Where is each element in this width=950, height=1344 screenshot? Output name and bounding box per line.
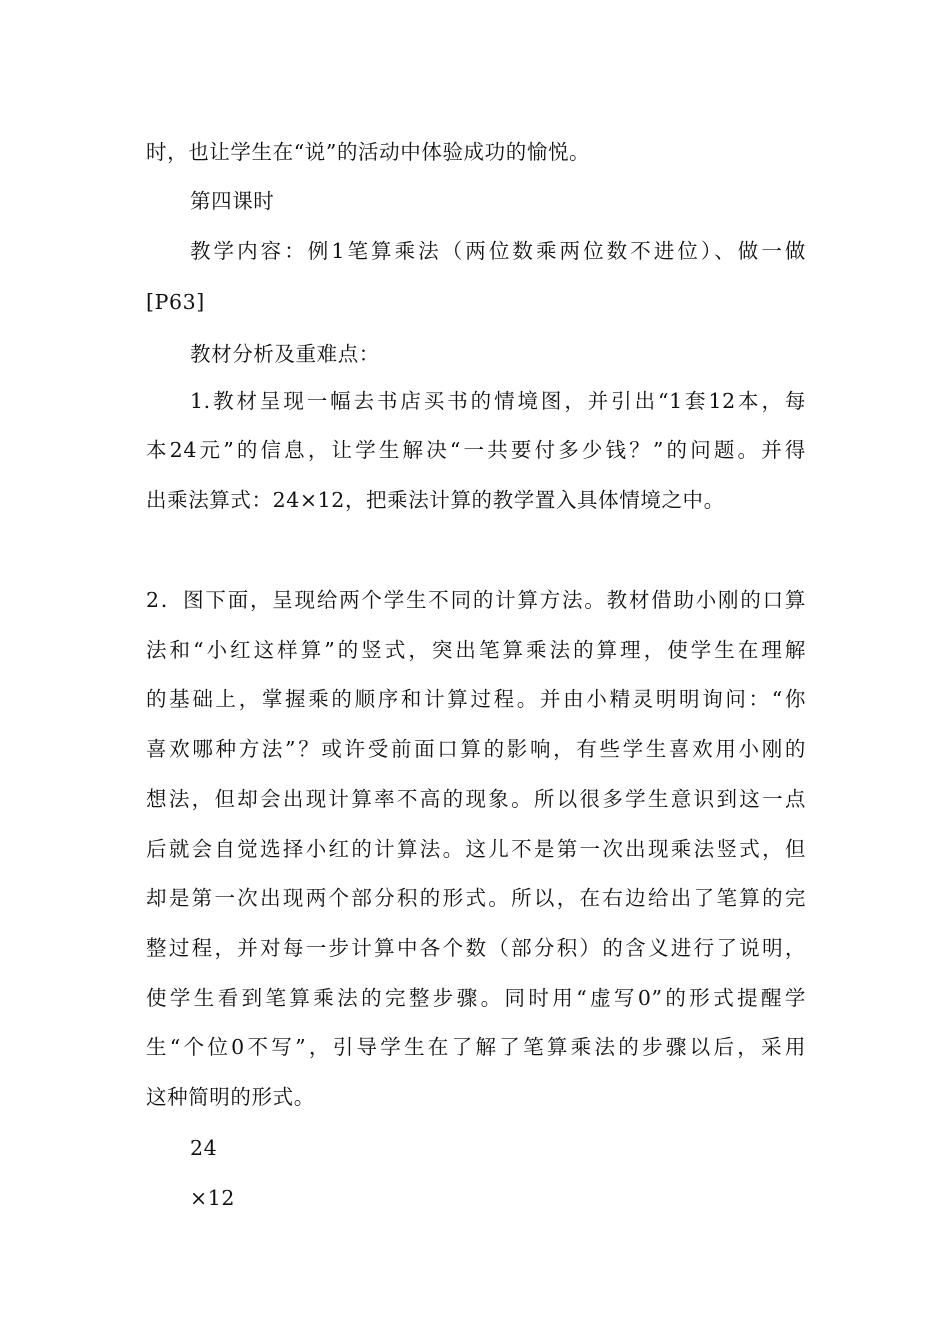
paragraph-2-line-5: 想法，但却会出现计算率不高的现象。所以很多学生意识到这一点 (146, 787, 806, 811)
paragraph-1-line-1: 1.教材呈现一幅去书店买书的情境图，并引出“1套12本，每 (190, 389, 806, 413)
analysis-heading: 教材分析及重难点： (190, 342, 380, 366)
paragraph-1-line-2: 本24元”的信息，让学生解决“一共要付多少钱？”的问题。并得 (146, 438, 806, 462)
paragraph-2-line-6: 后就会自觉选择小红的计算法。这儿不是第一次出现乘法竖式，但 (146, 837, 806, 861)
paragraph-2-line-4: 喜欢哪种方法”？或许受前面口算的影响，有些学生喜欢用小刚的 (146, 737, 806, 761)
paragraph-2-line-10: 生“个位0不写”，引导学生在了解了笔算乘法的步骤以后，采用 (146, 1035, 806, 1059)
text-line-continuation: 时，也让学生在“说”的活动中体验成功的愉悦。 (146, 140, 591, 164)
vertical-multiplication-multiplicand: 24 (190, 1136, 218, 1160)
paragraph-1-line-3: 出乘法算式：24×12，把乘法计算的教学置入具体情境之中。 (146, 488, 725, 512)
paragraph-2-line-2: 法和“小红这样算”的竖式，突出笔算乘法的算理，使学生在理解 (146, 638, 806, 662)
paragraph-2-line-3: 的基础上，掌握乘的顺序和计算过程。并由小精灵明明询问：“你 (146, 687, 806, 711)
teaching-content-line: 教学内容：例1笔算乘法（两位数乘两位数不进位）、做一做 (190, 239, 806, 263)
paragraph-2-line-11: 这种简明的形式。 (146, 1085, 315, 1109)
lesson-heading: 第四课时 (190, 189, 275, 213)
paragraph-2-line-1: 2．图下面，呈现给两个学生不同的计算方法。教材借助小刚的口算 (146, 588, 806, 612)
paragraph-2-line-9: 使学生看到笔算乘法的完整步骤。同时用“虚写0”的形式提醒学 (146, 986, 806, 1010)
page-reference: [P63] (146, 290, 205, 314)
paragraph-2-line-8: 整过程，并对每一步计算中各个数（部分积）的含义进行了说明， (146, 936, 806, 960)
vertical-multiplication-multiplier: ×12 (190, 1186, 236, 1210)
paragraph-2-line-7: 却是第一次出现两个部分积的形式。所以，在右边给出了笔算的完 (146, 886, 806, 910)
